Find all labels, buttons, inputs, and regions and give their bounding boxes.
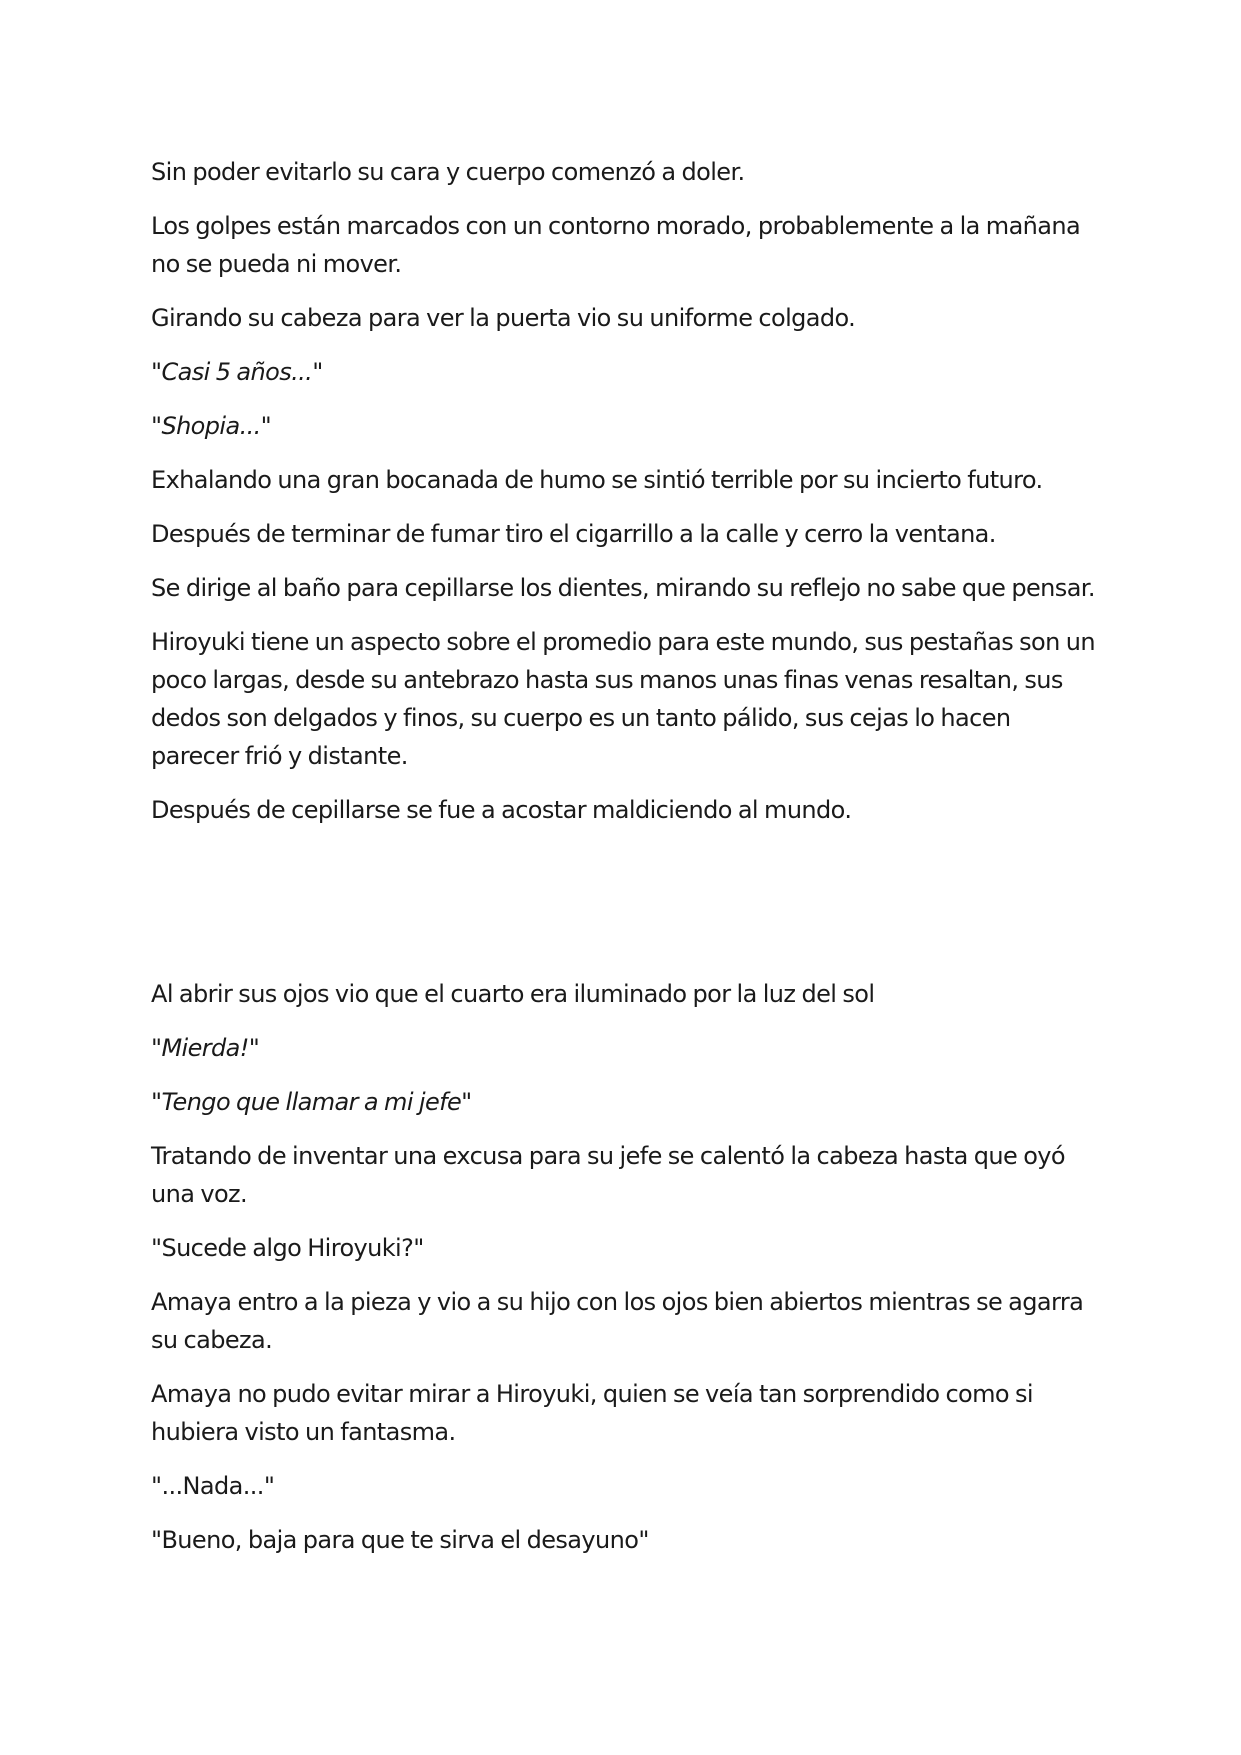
- dialogue-paragraph: "Casi 5 años...": [151, 358, 323, 386]
- narrative-paragraph: Girando su cabeza para ver la puerta vio su uniforme colgado.: [151, 304, 856, 332]
- narrative-paragraph: Tratando de inventar una excusa para su jefe se calentó la cabeza hasta que oyó una voz.: [151, 1142, 1065, 1208]
- narrative-paragraph: Los golpes están marcados con un contorno morado, probablemente a la mañana no se pueda ni mover.: [151, 212, 1081, 278]
- narrative-paragraph: Al abrir sus ojos vio que el cuarto era iluminado por la luz del sol: [151, 980, 875, 1008]
- text-block-1: [151, 153, 1101, 845]
- narrative-paragraph: "Bueno, baja para que te sirva el desayuno": [151, 1526, 649, 1554]
- dialogue-paragraph: "Tengo que llamar a mi jefe": [151, 1088, 472, 1116]
- dialogue-paragraph: "Mierda!": [151, 1034, 260, 1062]
- narrative-paragraph: Se dirige al baño para cepillarse los dientes, mirando su reflejo no sabe que pensar.: [151, 574, 1095, 602]
- narrative-paragraph: Amaya no pudo evitar mirar a Hiroyuki, quien se veía tan sorprendido como si hubiera visto un fantasma.: [151, 1380, 1033, 1446]
- dialogue-paragraph: "Shopia...": [151, 412, 272, 440]
- narrative-paragraph: "Sucede algo Hiroyuki?": [151, 1234, 424, 1262]
- narrative-paragraph: Después de cepillarse se fue a acostar maldiciendo al mundo.: [151, 796, 852, 824]
- text-block-2: [151, 975, 1101, 1575]
- narrative-paragraph: "...Nada...": [151, 1472, 275, 1500]
- narrative-paragraph: Hiroyuki tiene un aspecto sobre el promedio para este mundo, sus pestañas son un poco largas, desde su antebrazo hasta sus manos unas finas venas resaltan, sus dedos son delgados y finos, su cuerpo es un tanto pálido, sus cejas lo hacen parecer frió y distante.: [151, 628, 1095, 770]
- narrative-paragraph: Exhalando una gran bocanada de humo se sintió terrible por su incierto futuro.: [151, 466, 1043, 494]
- narrative-paragraph: Amaya entro a la pieza y vio a su hijo con los ojos bien abiertos mientras se agarra su cabeza.: [151, 1288, 1084, 1354]
- narrative-paragraph: Después de terminar de fumar tiro el cigarrillo a la calle y cerro la ventana.: [151, 520, 996, 548]
- narrative-paragraph: Sin poder evitarlo su cara y cuerpo comenzó a doler.: [151, 158, 745, 186]
